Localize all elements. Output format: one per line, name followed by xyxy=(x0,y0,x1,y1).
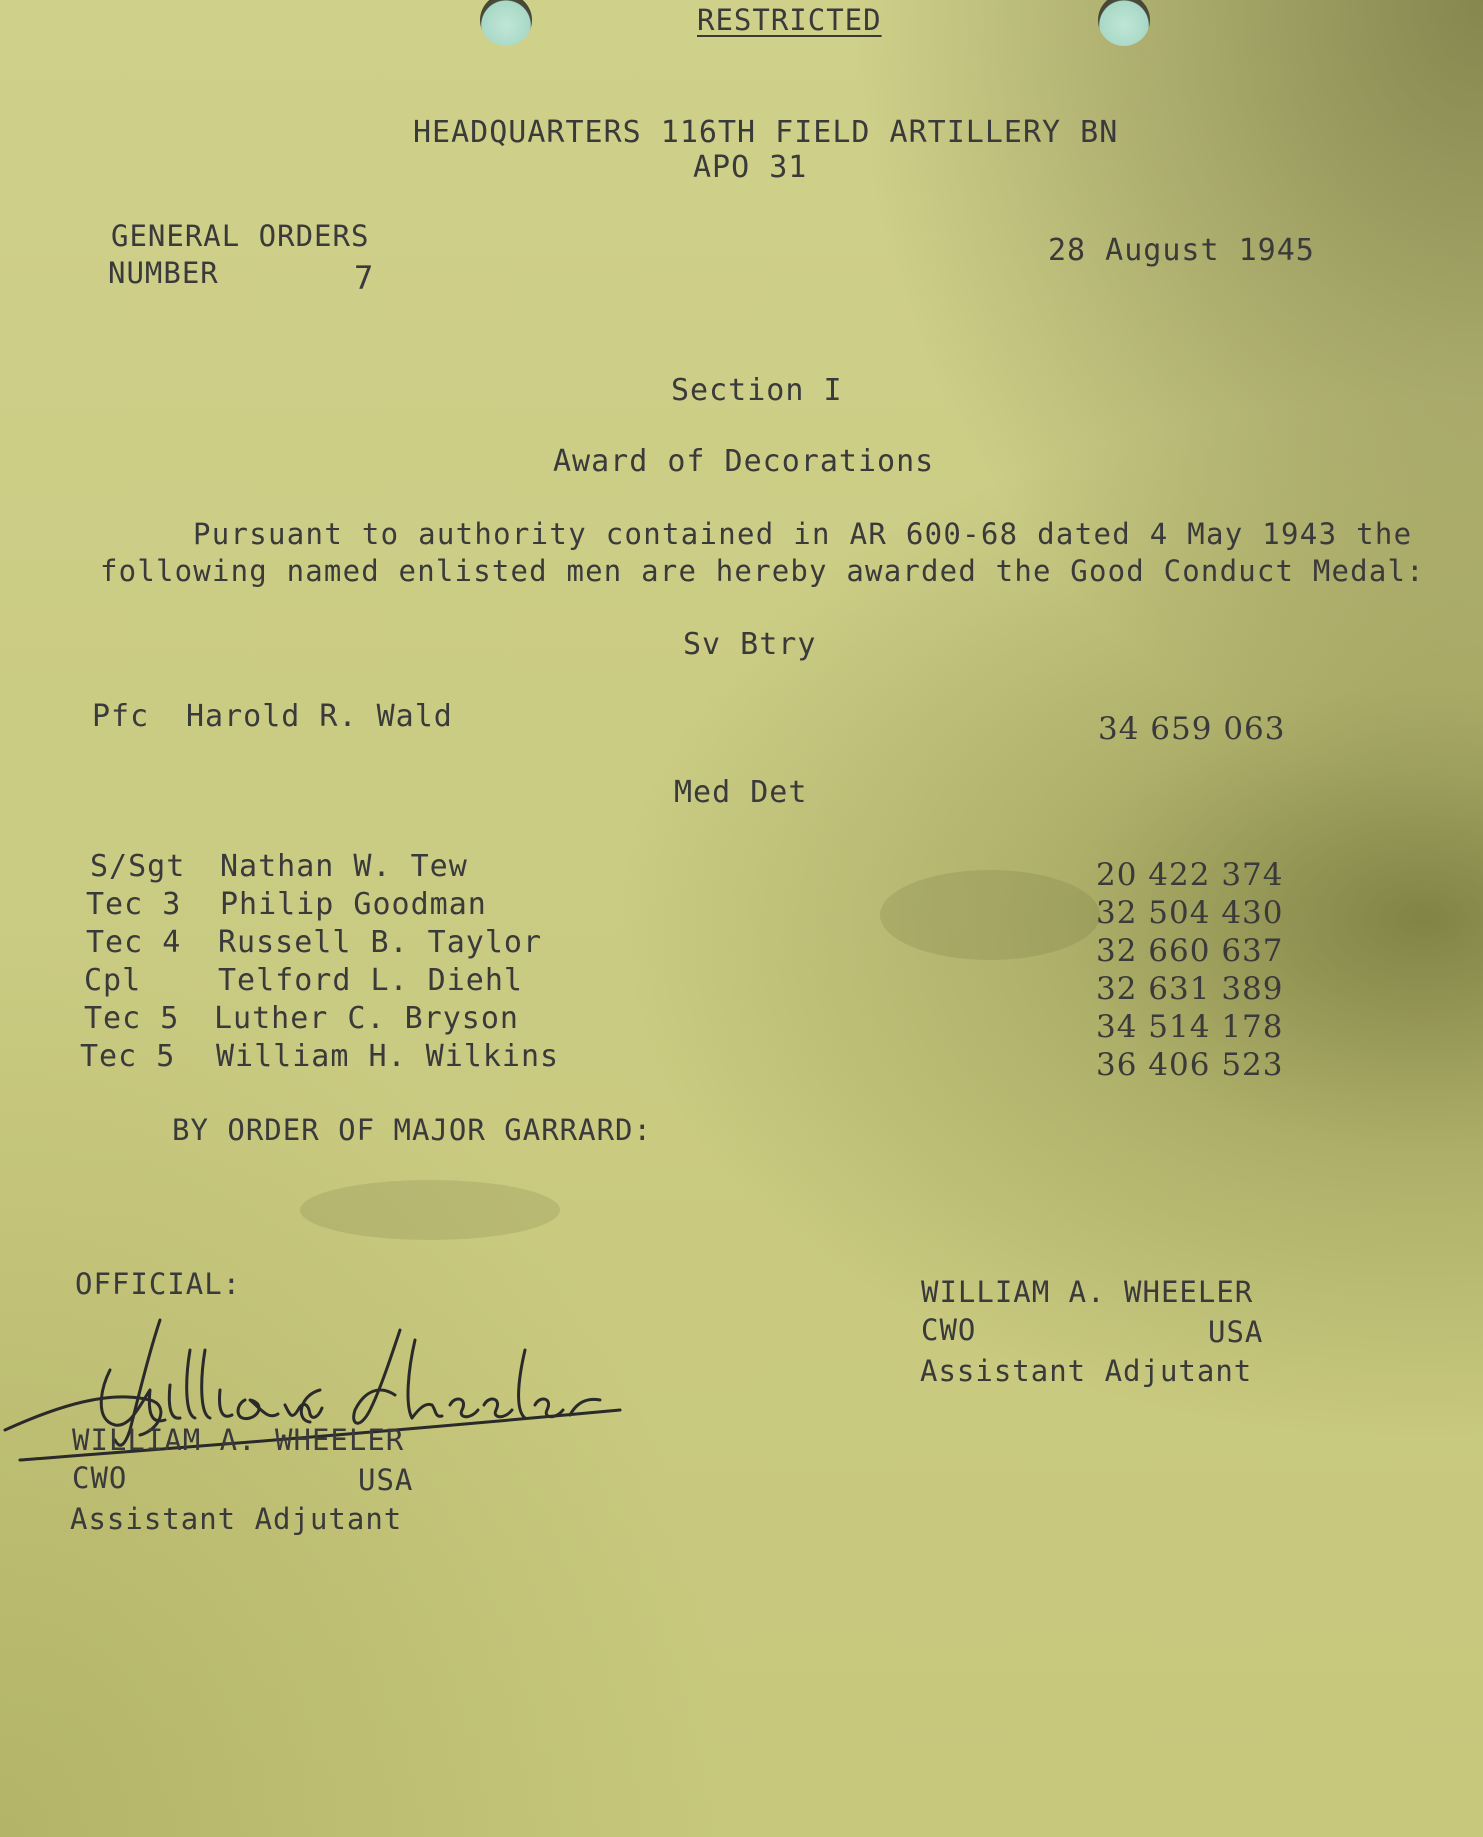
order-date: 28 August 1945 xyxy=(1048,233,1315,268)
member-name: Philip Goodman xyxy=(220,887,487,922)
member-serial: 20 422 374 xyxy=(1096,857,1284,893)
left-signatory-title: Assistant Adjutant xyxy=(70,1502,403,1536)
subject-heading: Award of Decorations xyxy=(553,444,935,479)
paragraph-line-1: Pursuant to authority contained in AR 600-68 dated 4 May 1943 the xyxy=(193,517,1413,551)
official-label: OFFICIAL: xyxy=(75,1267,242,1301)
member-serial: 32 504 430 xyxy=(1096,895,1284,931)
member-serial: 32 660 637 xyxy=(1096,933,1284,969)
paragraph-line-2: following named enlisted men are hereby awarded the Good Conduct Medal: xyxy=(100,554,1425,588)
paper-stain xyxy=(880,870,1100,960)
member-serial: 32 631 389 xyxy=(1096,971,1284,1007)
right-signatory-title: Assistant Adjutant xyxy=(920,1354,1253,1388)
unit-heading: Med Det xyxy=(674,775,808,810)
member-name: Russell B. Taylor xyxy=(218,925,543,960)
member-rank: Tec 5 xyxy=(84,1001,180,1036)
right-signatory-branch: USA xyxy=(1208,1315,1264,1349)
by-order-line: BY ORDER OF MAJOR GARRARD: xyxy=(172,1113,652,1147)
member-rank: Tec 5 xyxy=(80,1039,176,1074)
member-name: Luther C. Bryson xyxy=(214,1001,519,1036)
member-serial: 36 406 523 xyxy=(1096,1047,1284,1083)
paper-stain xyxy=(300,1180,560,1240)
member-rank: Pfc xyxy=(92,699,150,734)
right-signatory-name: WILLIAM A. WHEELER xyxy=(921,1275,1254,1309)
member-name: Harold R. Wald xyxy=(186,699,453,734)
left-signatory-name: WILLIAM A. WHEELER xyxy=(72,1423,405,1457)
member-rank: Tec 3 xyxy=(86,887,182,922)
member-rank: Tec 4 xyxy=(86,925,182,960)
member-rank: S/Sgt xyxy=(90,849,186,884)
member-name: Telford L. Diehl xyxy=(218,963,523,998)
header-line-2: APO 31 xyxy=(693,150,808,185)
left-signatory-rank: CWO xyxy=(72,1461,128,1495)
member-rank: Cpl xyxy=(84,963,142,998)
orders-number-label: NUMBER xyxy=(108,256,219,290)
orders-type: GENERAL ORDERS xyxy=(111,219,370,253)
punch-hole-left xyxy=(480,0,532,46)
member-serial: 34 659 063 xyxy=(1098,711,1286,747)
member-name: Nathan W. Tew xyxy=(220,849,468,884)
right-signatory-rank: CWO xyxy=(921,1313,977,1347)
member-serial: 34 514 178 xyxy=(1096,1009,1284,1045)
orders-number-value: 7 xyxy=(354,259,375,297)
punch-hole-right xyxy=(1098,0,1150,46)
header-line-1: HEADQUARTERS 116TH FIELD ARTILLERY BN xyxy=(413,115,1119,150)
unit-heading: Sv Btry xyxy=(683,627,817,662)
left-signatory-branch: USA xyxy=(358,1463,414,1497)
section-heading: Section I xyxy=(671,373,843,408)
member-name: William H. Wilkins xyxy=(216,1039,560,1074)
classification-marking: RESTRICTED xyxy=(697,3,882,37)
